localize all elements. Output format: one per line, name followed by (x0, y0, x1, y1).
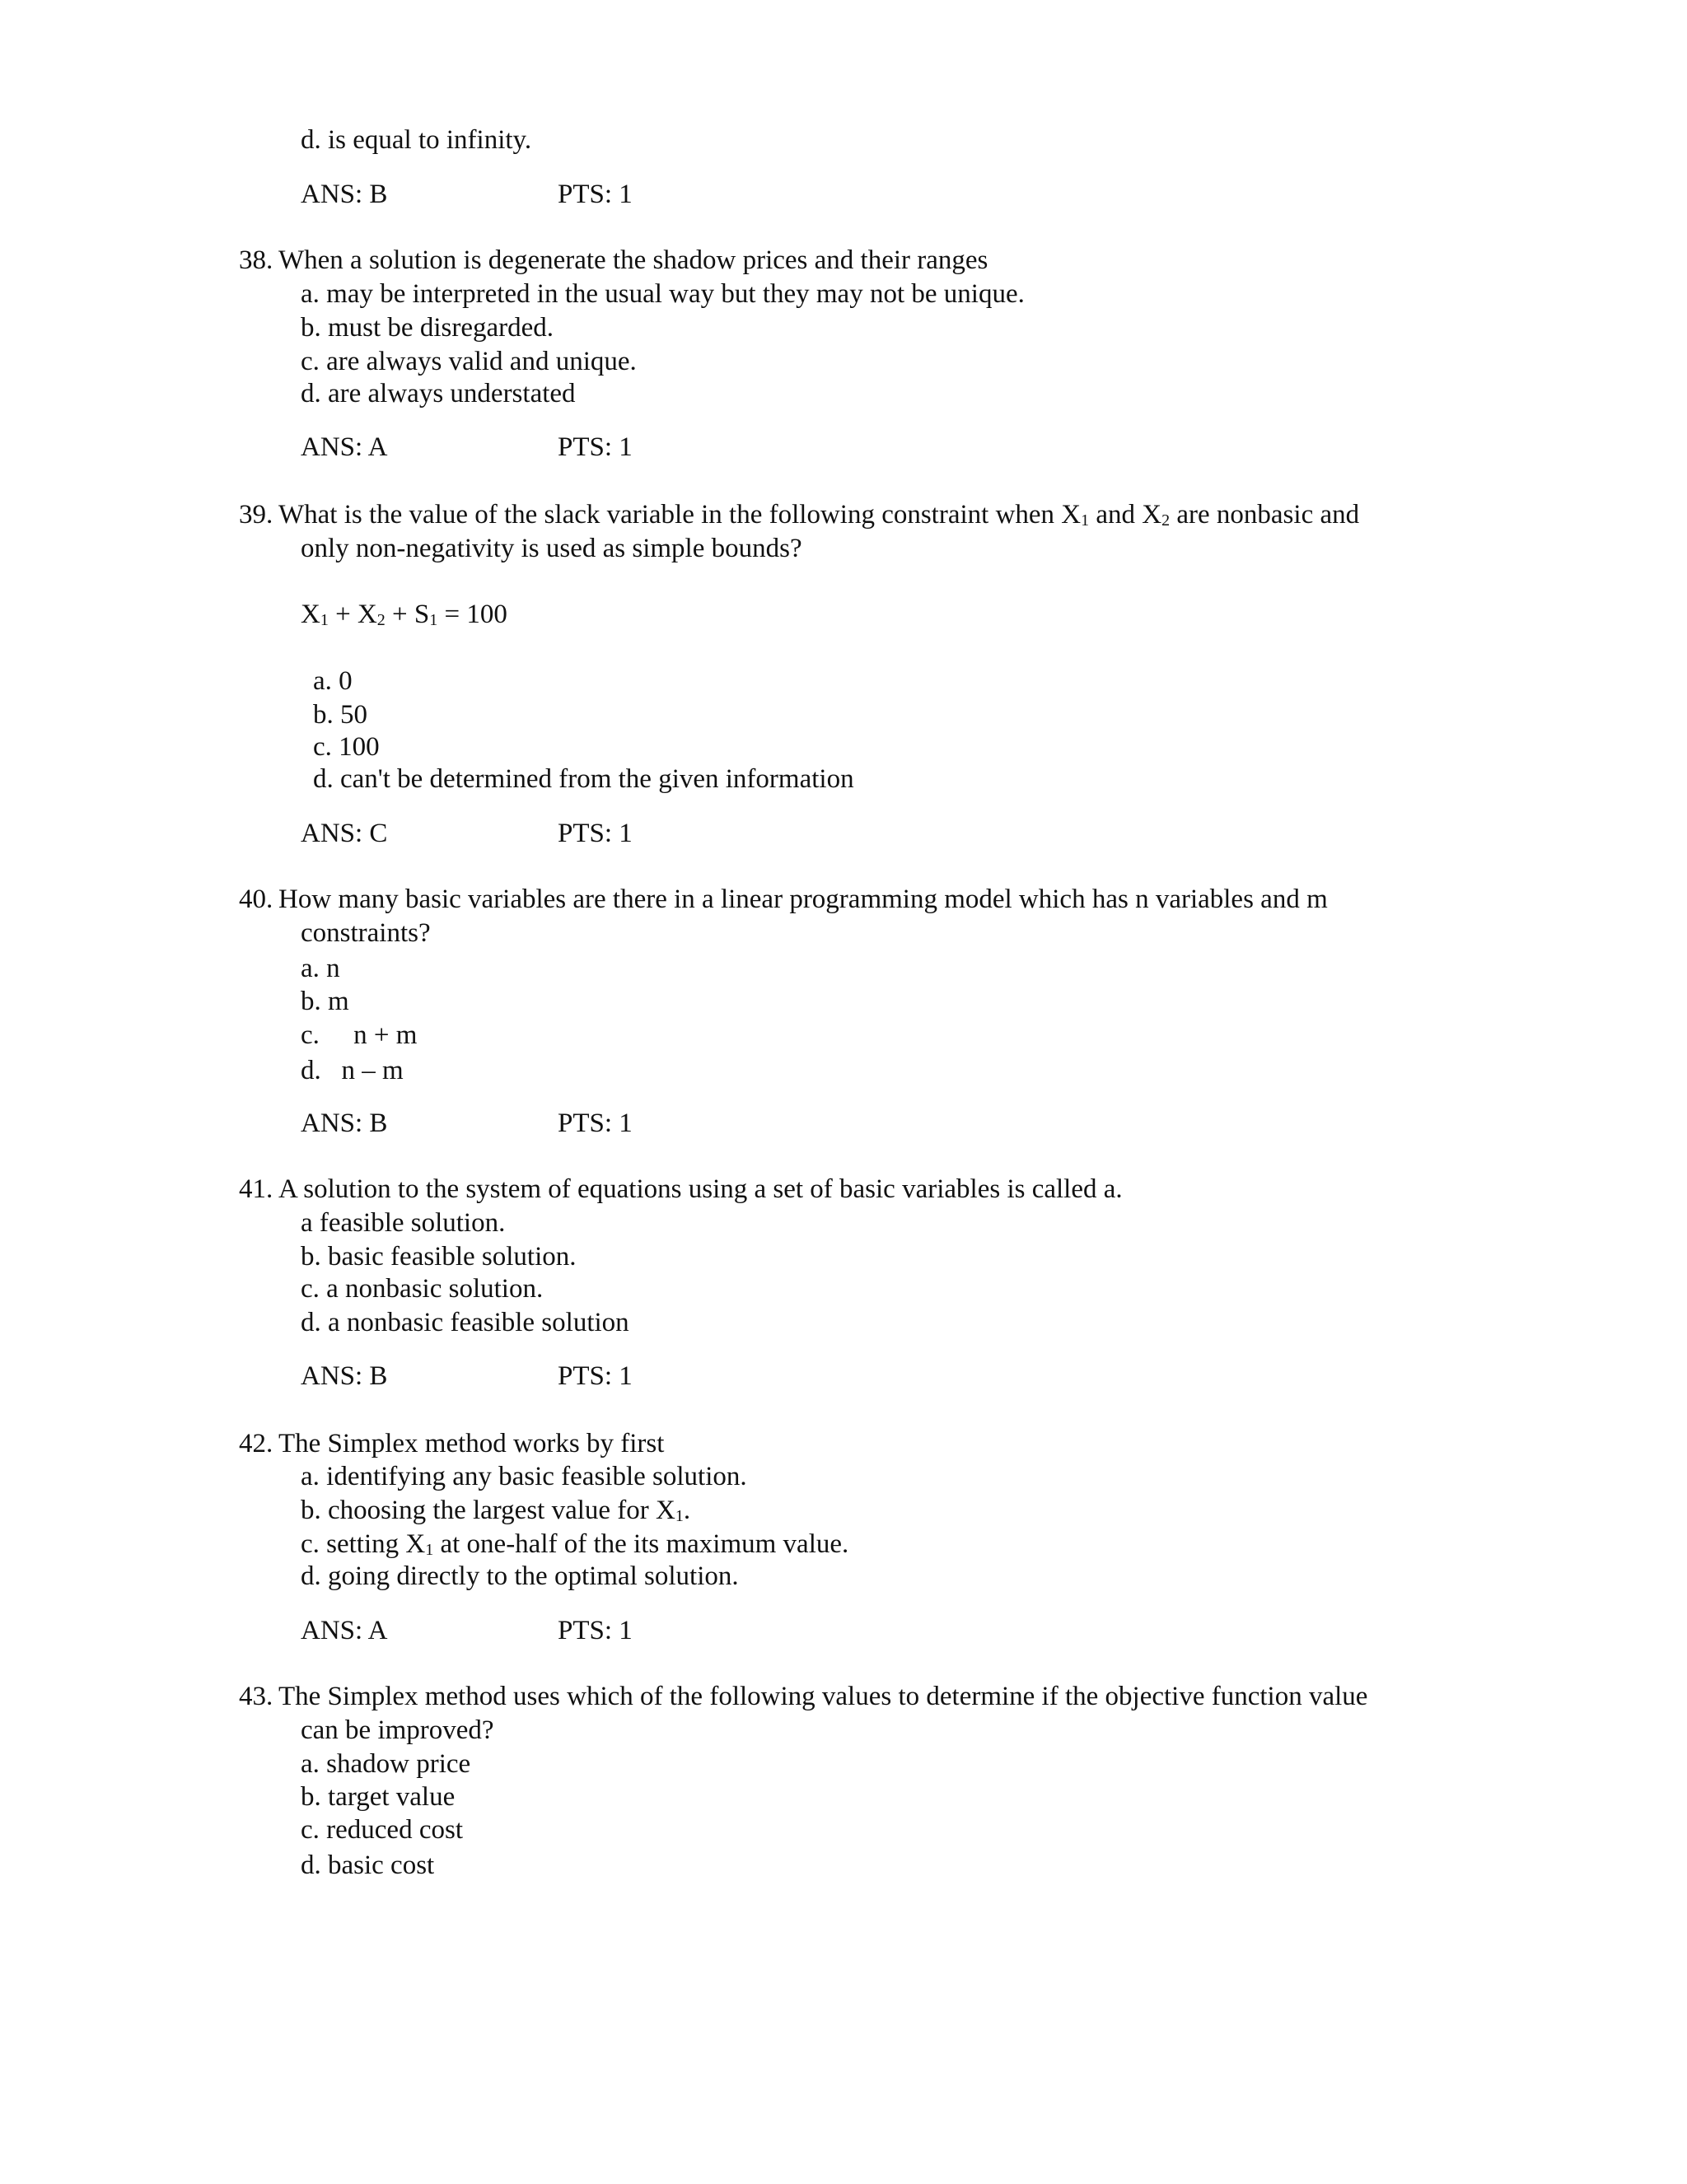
q39-answer: ANS: C (301, 819, 388, 848)
q39-option-b: b. 50 (313, 700, 367, 730)
q39-option-d: d. can't be determined from the given information (313, 764, 854, 794)
q40-stem: How many basic variables are there in a linear programming model which has n variables and m (278, 884, 1328, 914)
q39-points: PTS: 1 (558, 819, 633, 848)
q39-equation: $X_1 + X_2 + S_1 = 100$ (301, 600, 507, 629)
q40-option-d: d. n – m (301, 1056, 404, 1085)
q40-points: PTS: 1 (558, 1108, 633, 1138)
q43-number: 43. (239, 1682, 273, 1711)
q38-points: PTS: 1 (558, 432, 633, 462)
q39-option-c: c. 100 (313, 732, 380, 762)
q40-stem-line2: constraints? (301, 918, 431, 948)
q42-option-c: c. setting $X_1$ at one-half of the its maximum value. (301, 1529, 849, 1559)
q41-option-c: c. a nonbasic solution. (301, 1274, 544, 1304)
q39-option-a: a. 0 (313, 666, 353, 696)
q42-option-b: b. choosing the largest value for $X_1$. (301, 1496, 691, 1525)
q41-option-b: b. basic feasible solution. (301, 1242, 577, 1272)
q41-stem: A solution to the system of equations using a set of basic variables is called a. (278, 1174, 1123, 1204)
q37-points: PTS: 1 (558, 180, 633, 209)
q41-points: PTS: 1 (558, 1361, 633, 1391)
q42-option-a: a. identifying any basic feasible solution. (301, 1462, 747, 1491)
q42-stem: The Simplex method works by first (278, 1429, 665, 1458)
q39-number: 39. (239, 500, 273, 530)
q38-option-c: c. are always valid and unique. (301, 347, 637, 376)
q41-option-a: a feasible solution. (301, 1208, 506, 1238)
q43-stem-line2: can be improved? (301, 1715, 494, 1745)
q42-number: 42. (239, 1429, 273, 1458)
q38-stem: When a solution is degenerate the shadow prices and their ranges (278, 245, 988, 275)
q42-option-d: d. going directly to the optimal solution. (301, 1561, 739, 1591)
q41-answer: ANS: B (301, 1361, 388, 1391)
q40-number: 40. (239, 884, 273, 914)
q39-stem-line2: only non-negativity is used as simple bounds? (301, 534, 802, 563)
q37-answer: ANS: B (301, 180, 388, 209)
q43-option-d: d. basic cost (301, 1850, 435, 1880)
q38-option-b: b. must be disregarded. (301, 313, 554, 343)
q40-option-c: c. n + m (301, 1020, 418, 1050)
q37-option-d: d. is equal to infinity. (301, 125, 532, 155)
q42-answer: ANS: A (301, 1616, 388, 1645)
q40-option-a: a. n (301, 954, 340, 983)
q38-answer: ANS: A (301, 432, 388, 462)
q40-option-b: b. m (301, 987, 349, 1016)
q41-option-d: d. a nonbasic feasible solution (301, 1308, 629, 1337)
q38-option-d: d. are always understated (301, 379, 576, 408)
q43-option-a: a. shadow price (301, 1749, 471, 1779)
q43-option-b: b. target value (301, 1782, 456, 1812)
q43-option-c: c. reduced cost (301, 1815, 463, 1845)
q38-option-a: a. may be interpreted in the usual way but they may not be unique. (301, 279, 1025, 309)
q39-stem: What is the value of the slack variable in the following constraint when $X_1$ and $X_2$ are nonbasic and (278, 500, 1360, 530)
q40-answer: ANS: B (301, 1108, 388, 1138)
q38-number: 38. (239, 245, 273, 275)
q41-number: 41. (239, 1174, 273, 1204)
q43-stem: The Simplex method uses which of the following values to determine if the objective function value (278, 1682, 1368, 1711)
q42-points: PTS: 1 (558, 1616, 633, 1645)
